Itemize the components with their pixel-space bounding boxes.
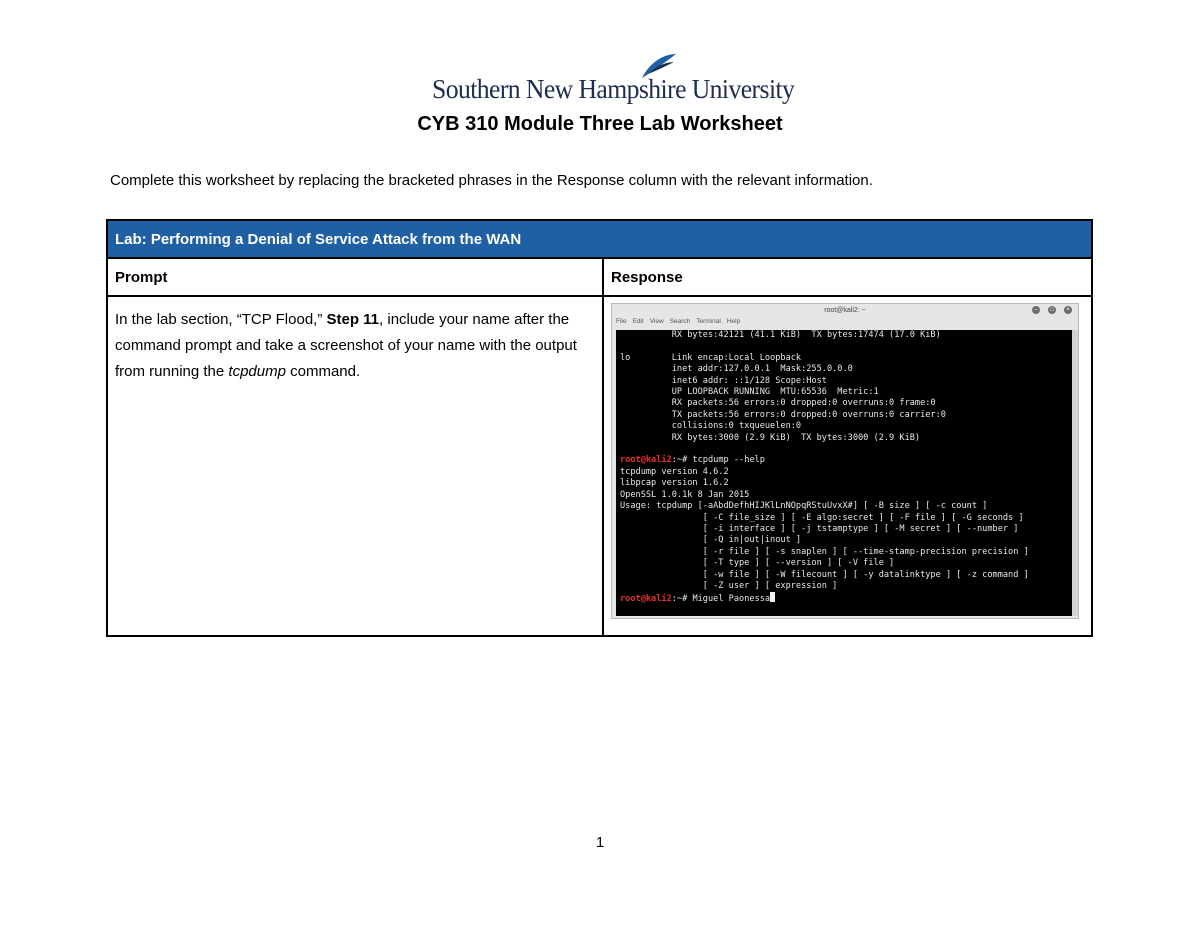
terminal-title: root@kali2: ~ <box>824 307 866 314</box>
column-header-row <box>107 258 1092 296</box>
response-cell <box>603 296 1092 636</box>
logo-text: Southern New Hampshire University <box>432 74 795 104</box>
university-logo <box>432 52 795 104</box>
shell-prompt: root@kali2 <box>620 594 672 605</box>
terminal-line <box>620 444 1076 455</box>
prompt-suffix: :~# <box>671 455 693 466</box>
lab-title: Lab: Performing a Denial of Service Attack from the WAN <box>107 220 1092 258</box>
minimize-icon: – <box>1032 306 1040 314</box>
terminal-screenshot <box>611 303 1079 619</box>
prompt-text-1: In the lab section, “TCP Flood,” <box>115 311 327 328</box>
terminal-titlebar <box>612 304 1078 318</box>
menu-view: View <box>649 318 664 325</box>
menu-search: Search <box>669 318 691 325</box>
page-number: 1 <box>595 834 605 851</box>
prompt-cell <box>107 296 603 636</box>
prompt-command: tcpdump <box>228 363 286 380</box>
terminal-line: inet addr:127.0.0.1 Mask:255.0.0.0 <box>620 364 853 375</box>
terminal-line: RX bytes:3000 (2.9 KiB) TX bytes:3000 (2.9 KiB) <box>620 432 921 443</box>
prompt-text-3: command. <box>285 363 361 380</box>
prompt-step: Step 11 <box>326 311 380 328</box>
terminal-line: RX packets:56 errors:0 dropped:0 overruns:0 frame:0 <box>620 398 936 409</box>
terminal-line <box>620 341 1076 352</box>
table-row <box>107 296 1092 636</box>
terminal-output <box>616 330 1076 616</box>
terminal-prompt-line <box>620 592 1076 605</box>
terminal-line: RX bytes:42121 (41.1 KiB) TX bytes:17474 (17.0 KiB) <box>620 330 941 340</box>
prompt-header: Prompt <box>107 258 603 296</box>
terminal-line: [ -r file ] [ -s snaplen ] [ --time-stamp-precision precision ] <box>620 546 1029 557</box>
terminal-line: [ -Q in|out|inout ] <box>620 535 802 546</box>
terminal-line: tcpdump version 4.6.2 <box>620 466 729 477</box>
shell-prompt: root@kali2 <box>620 455 672 466</box>
terminal-line: UP LOOPBACK RUNNING MTU:65536 Metric:1 <box>620 387 879 398</box>
terminal-line: collisions:0 txqueuelen:0 <box>620 421 802 432</box>
response-header: Response <box>603 258 1092 296</box>
menu-file: File <box>616 318 627 325</box>
terminal-cursor <box>770 592 775 602</box>
terminal-line: inet6 addr: ::1/128 Scope:Host <box>620 375 827 386</box>
terminal-line: lo Link encap:Local Loopback <box>620 352 802 363</box>
instructions: Complete this worksheet by replacing the bracketed phrases in the Response column with the relevant information. <box>110 172 873 189</box>
typed-name: Miguel Paonessa <box>692 594 771 605</box>
worksheet-table <box>106 219 1093 637</box>
command-text: tcpdump --help <box>692 455 765 466</box>
terminal-line: [ -i interface ] [ -j tstamptype ] [ -M secret ] [ --number ] <box>620 523 1019 534</box>
terminal-scrollbar <box>1072 330 1078 616</box>
terminal-line: libpcap version 1.6.2 <box>620 478 729 489</box>
terminal-line: [ -w file ] [ -W filecount ] [ -y datalinktype ] [ -z command ] <box>620 569 1029 580</box>
prompt-suffix: :~# <box>671 594 693 605</box>
menu-terminal: Terminal <box>696 318 721 325</box>
terminal-menubar <box>612 318 1078 329</box>
terminal-line: [ -Z user ] [ expression ] <box>620 580 838 591</box>
close-icon: × <box>1064 306 1072 314</box>
terminal-line: Usage: tcpdump [-aAbdDefhHIJKlLnNOpqRStuUvxX#] [ -B size ] [ -c count ] <box>620 501 988 512</box>
menu-edit: Edit <box>632 318 644 325</box>
prompt-text-2: , include your name after the command prompt and take a screenshot of your name with the output from running the <box>115 311 577 380</box>
terminal-line: OpenSSL 1.0.1k 8 Jan 2015 <box>620 489 750 500</box>
page-title: CYB 310 Module Three Lab Worksheet <box>417 113 783 135</box>
terminal-line: TX packets:56 errors:0 dropped:0 overruns:0 carrier:0 <box>620 409 946 420</box>
terminal-prompt-line <box>620 455 1076 466</box>
terminal-line: [ -T type ] [ --version ] [ -V file ] <box>620 558 895 569</box>
terminal-line: [ -C file_size ] [ -E algo:secret ] [ -F file ] [ -G seconds ] <box>620 512 1024 523</box>
lab-header-row <box>107 220 1092 258</box>
menu-help: Help <box>726 318 741 325</box>
maximize-icon: □ <box>1048 306 1056 314</box>
